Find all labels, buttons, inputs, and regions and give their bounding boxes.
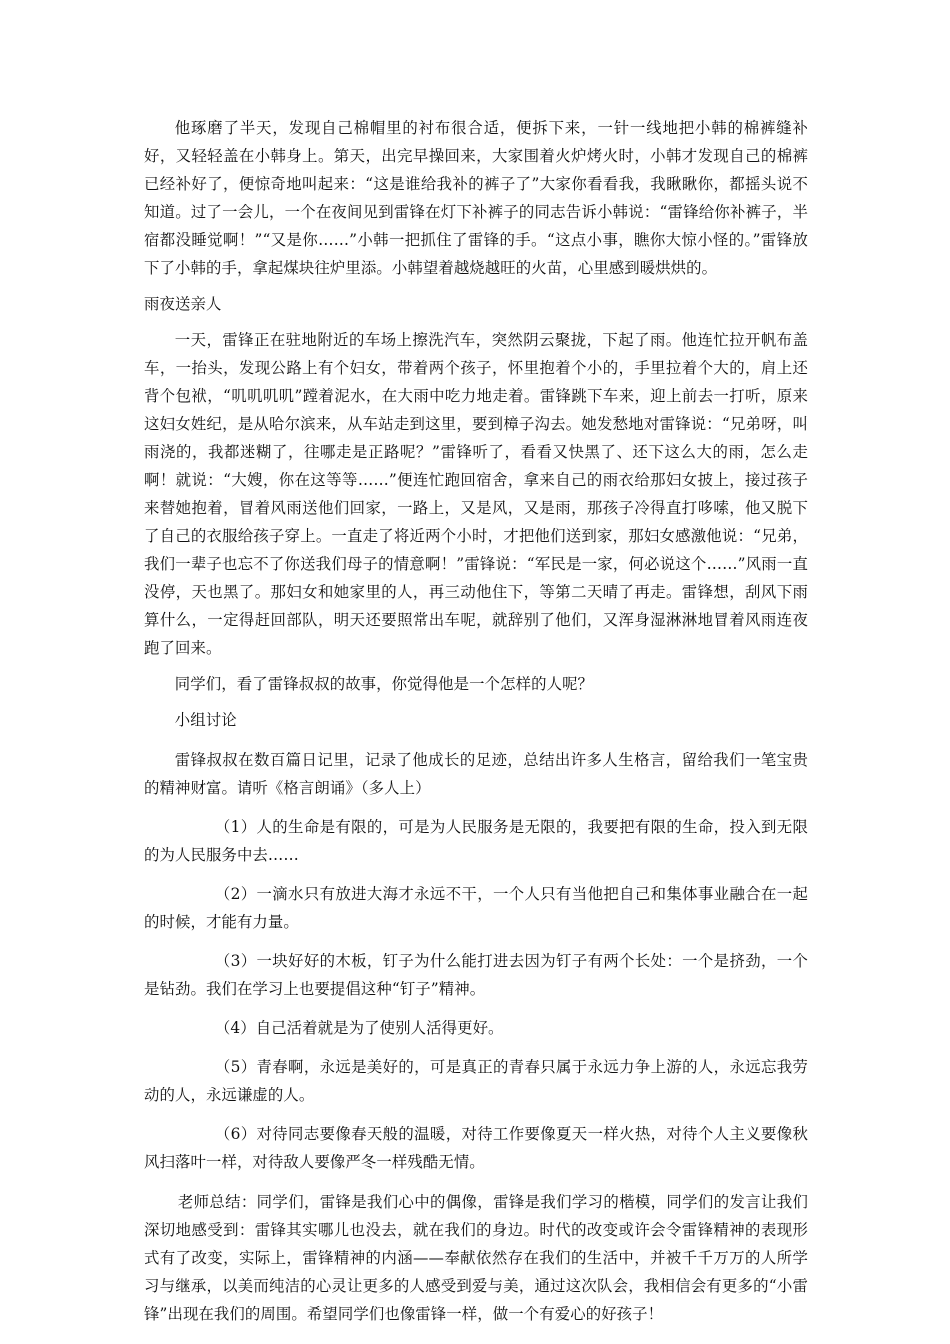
- discussion-label: 小组讨论: [174, 711, 237, 729]
- quote-5: （5）青春啊，永远是美好的，可是真正的青春只属于永远力争上游的人，永远忘我劳动的人，永远谦虚的人。: [144, 1058, 808, 1104]
- story2-paragraph: 一天，雷锋正在驻地附近的车场上擦洗汽车，突然阴云聚拢，下起了雨。他连忙拉开帆布盖车，一抬头，发现公路上有个妇女，带着两个孩子，怀里抱着个小的，手里拉着个大的，肩上还背个包袱，“叽叽叽叽”蹚着泥水，在大雨中吃力地走着。雷锋跳下车来，迎上前去一打听，原来这妇女姓纪，是从哈尔滨来，从车站走到这里，要到樟子沟去。她发愁地对雷锋说：“兄弟呀，叫雨浇的，我都迷糊了，往哪走是正路呢？”雷锋听了，看看又快黑了、还下这么大的雨，怎么走啊！就说：“大嫂，你在这等等……”便连忙跑回宿舍，拿来自己的雨衣给那妇女披上，接过孩子来替她抱着，冒着风雨送他们回家，一路上，又是风，又是雨，那孩子冷得直打哆嗦，他又脱下了自己的衣服给孩子穿上。一直走了将近两个小时，才把他们送到家，那妇女感激他说：“兄弟，我们一辈子也忘不了你送我们母子的情意啊！”雷锋说：“军民是一家，何必说这个……”风雨一直没停，天也黑了。那妇女和她家里的人，再三动他住下，等第二天晴了再走。雷锋想，刮风下雨算什么，一定得赶回部队，明天还要照常出车呢，就辞别了他们，又浑身湿淋淋地冒着风雨连夜跑了回来。: [144, 331, 808, 657]
- question-paragraph: 同学们，看了雷锋叔叔的故事，你觉得他是一个怎样的人呢？: [174, 675, 594, 693]
- quote-2: （2）一滴水只有放进大海才永远不干，一个人只有当他把自己和集体事业融合在一起的时候，才能有力量。: [144, 885, 808, 931]
- intro-paragraph: 雷锋叔叔在数百篇日记里，记录了他成长的足迹，总结出许多人生格言，留给我们一笔宝贵的精神财富。请听《格言朗诵》（多人上）: [144, 751, 808, 797]
- quote-3: （3）一块好好的木板，钉子为什么能打进去因为钉子有两个长处：一个是挤劲，一个是钻劲。我们在学习上也要提倡这种“钉子”精神。: [144, 952, 808, 998]
- quote-4: （4）自己活着就是为了使别人活得更好。: [214, 1019, 504, 1037]
- story1-paragraph: 他琢磨了半天，发现自己棉帽里的衬布很合适，便拆下来，一针一线地把小韩的棉裤缝补好，又轻轻盖在小韩身上。第天，出完早操回来，大家围着火炉烤火时，小韩才发现自己的棉裤已经补好了，便惊奇地叫起来：“这是谁给我补的裤子了”大家你看看我，我瞅瞅你，都摇头说不知道。过了一会儿，一个在夜间见到雷锋在灯下补裤子的同志告诉小韩说：“雷锋给你补裤子，半宿都没睡觉啊！”“又是你……”小韩一把抓住了雷锋的手。“这点小事，瞧你大惊小怪的。”雷锋放下了小韩的手，拿起煤块往炉里添。小韩望着越烧越旺的火苗，心里感到暖烘烘的。: [144, 119, 808, 277]
- teacher-summary: 老师总结：同学们，雷锋是我们心中的偶像，雷锋是我们学习的楷模，同学们的发言让我们深切地感受到：雷锋其实哪儿也没去，就在我们的身边。时代的改变或许会令雷锋精神的表现形式有了改变，实际上，雷锋精神的内涵——奉献依然存在我们的生活中，并被千千万万的人所学习与继承，以美而纯洁的心灵让更多的人感受到爱与美，通过这次队会，我相信会有更多的“小雷锋”出现在我们的周围。希望同学们也像雷锋一样，做一个有爱心的好孩子！: [144, 1193, 808, 1323]
- quote-1: （1）人的生命是有限的，可是为人民服务是无限的，我要把有限的生命，投入到无限的为人民服务中去……: [144, 818, 808, 864]
- story2-title: 雨夜送亲人: [144, 295, 222, 313]
- document-page: [144, 114, 808, 1328]
- quote-6: （6）对待同志要像春天般的温暖，对待工作要像夏天一样火热，对待个人主义要像秋风扫落叶一样，对待敌人要像严冬一样残酷无情。: [144, 1125, 808, 1171]
